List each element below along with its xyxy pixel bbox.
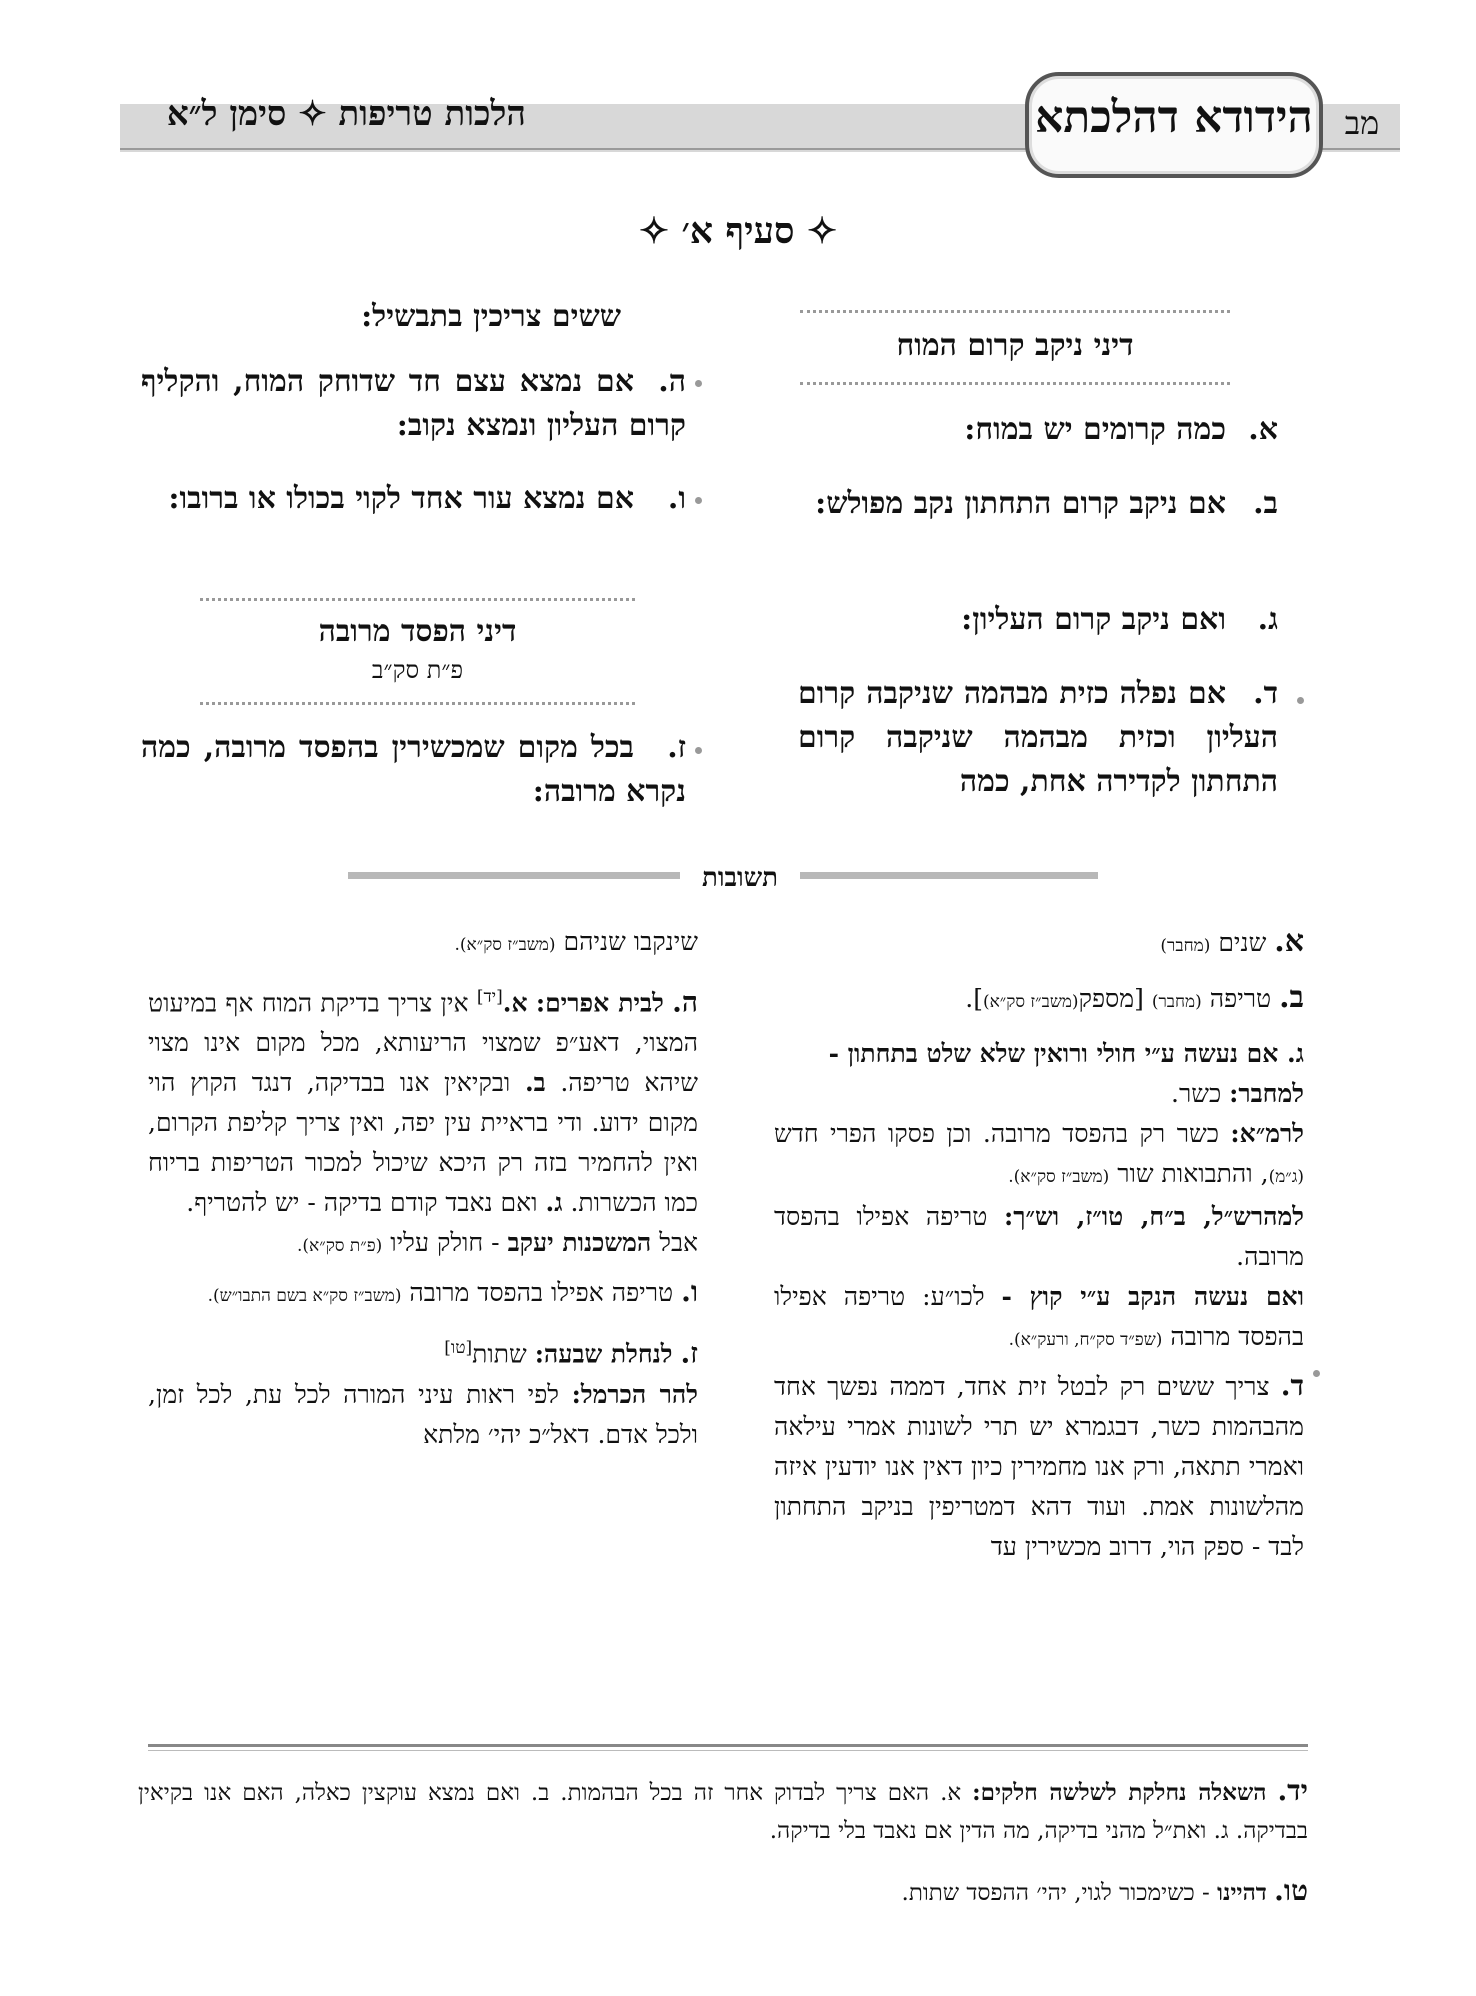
answer-text: ואם נאבד קודם בדיקה - יש להטריף. <box>186 1188 538 1218</box>
answer-number: א. <box>1274 924 1304 959</box>
answer-number: ו. <box>681 1275 698 1309</box>
answer-number: ז. <box>680 1336 698 1370</box>
footnote-rule <box>148 1744 1308 1747</box>
bullet-mark <box>695 747 702 754</box>
question-number: ג. <box>1257 602 1278 637</box>
sub-number: ג. <box>545 1188 563 1218</box>
answer-text: טריפה אפילו בהפסד מרובה. <box>774 1202 1304 1271</box>
answers-right-column <box>774 922 1304 1567</box>
answer-item <box>148 1272 698 1316</box>
question-text: אם ניקב קרום התחתון נקב מפולש: <box>815 486 1226 521</box>
left-column-subheading: פ״ת סק״ב <box>371 656 464 684</box>
answers-label: תשובות <box>680 863 800 893</box>
left-column-heading: דיני הפסד מרובה <box>318 614 517 649</box>
answer-heading: ג. אם נעשה ע״י חולי ורואין שלא שלט בתחתון - <box>828 1039 1304 1068</box>
question-item <box>141 360 686 448</box>
sub-number: א. <box>502 988 528 1018</box>
footnote-number: יד. <box>1277 1774 1308 1807</box>
answer-source: (משב״ז סק״א בשם התבו״ש). <box>207 1286 402 1307</box>
opinion-label: לרמ״א: <box>1230 1119 1304 1148</box>
question-item <box>798 598 1278 642</box>
answer-item <box>774 1366 1304 1567</box>
footnote-ref: [יד] <box>476 987 503 1007</box>
answer-source: (מחבר) <box>1160 936 1211 956</box>
answer-text: כשר רק בהפסד מרובה. וכן פסקו הפרי חדש <box>774 1119 1219 1148</box>
answer-text: , והתבואות שור <box>1117 1159 1269 1188</box>
answer-number: ה. <box>672 985 698 1019</box>
opinion-label: ואם נעשה הנקב ע״י קוץ - <box>1001 1282 1304 1311</box>
left-column-intro: ששים צריכין בתבשיל: <box>361 299 621 334</box>
answers-left-column <box>148 922 698 1455</box>
answer-number: ב. <box>1279 980 1304 1015</box>
opinion-label: לנחלת שבעה: <box>534 1339 673 1369</box>
question-number: א. <box>1248 412 1278 447</box>
dotted-rule <box>800 382 1230 385</box>
question-text: ואם ניקב קרום העליון: <box>961 602 1226 637</box>
bullet-mark <box>1313 1370 1320 1377</box>
answer-continuation <box>148 922 698 965</box>
answer-text: טריפה אפילו בהפסד מרובה <box>409 1278 674 1308</box>
footnote-ref: [טו] <box>444 1338 473 1359</box>
answer-item <box>148 1328 698 1454</box>
opinion-label: למחבר: <box>1229 1079 1304 1108</box>
answer-source: (משב״ז סק״א) <box>982 992 1079 1012</box>
right-column-heading: דיני ניקב קרום המוח <box>896 328 1134 363</box>
footnote-heading: השאלה נחלקת לשלשה חלקים: <box>972 1779 1267 1806</box>
bullet-mark <box>1297 697 1304 704</box>
dotted-rule <box>200 702 635 705</box>
section-title: ✧ סעיף א׳ ✧ <box>638 210 838 252</box>
answer-source: (משב״ז סק״א). <box>1008 1167 1110 1187</box>
answer-text: צריך ששים רק לבטל זית אחד, דממה נפשך אחד מהבהמות כשר, דבגמרא יש תרי לשונות אמרי עילאה ואמרי תתאה, ורק אנו מחמירין כיון דאין אנו יודעין איזה מהלשונות אמת. ועוד דהא דמטריפין בניקב התחתון לבד - ספק הוי, דרוב מכשירין עד <box>774 1372 1304 1561</box>
answer-text: ]. <box>965 984 983 1013</box>
dotted-rule <box>200 598 635 601</box>
answer-text: לפי ראות עיני המורה לכל עת, לכל זמן, ולכל אדם. דאל״כ יהי׳ מלתא <box>148 1379 698 1449</box>
running-title: הלכות טריפות ✧ סימן ל״א <box>166 94 526 134</box>
question-item <box>798 408 1278 452</box>
footnote-rule <box>148 1750 1308 1751</box>
bullet-mark <box>695 380 702 387</box>
opinion-label: לבית אפרים: <box>535 988 664 1018</box>
answer-text: שינקבו שניהם <box>563 927 698 956</box>
question-item <box>798 482 1278 526</box>
answer-item <box>774 922 1304 966</box>
answer-number: ד. <box>1280 1369 1304 1402</box>
footnote-text: א. האם צריך לבדוק אחר זה בכל הבהמות. ב. ואם נמצא עוקצין כאלה, האם אנו בקיאין בבדיקה. ג. ואת״ל מהני בדיקה, מה הדין אם נאבד בלי בדיקה. <box>138 1780 1308 1844</box>
question-number: ד. <box>1253 676 1278 711</box>
answer-source: (ג״מ) <box>1268 1167 1304 1187</box>
book-title: הידודא דהלכתא <box>1035 92 1313 143</box>
answer-text: אבל <box>659 1228 698 1258</box>
footnote-heading: דהיינו <box>1217 1879 1267 1906</box>
opinion-label: להר הכרמל: <box>571 1379 699 1409</box>
answer-text: - חולק עליו <box>390 1228 500 1258</box>
footnote-number: טו. <box>1274 1874 1308 1907</box>
question-number: ו. <box>667 481 686 516</box>
answer-text: לכו״ע: טריפה אפילו בהפסד מרובה <box>774 1282 1304 1351</box>
answer-source: (שפ״ד סק״ח, ורעק״א). <box>1008 1330 1163 1350</box>
footnote <box>138 1772 1308 1850</box>
question-text: כמה קרומים יש במוח: <box>964 412 1226 447</box>
question-text: אם נפלה כזית מבהמה שניקבה קרום העליון וכזית מבהמה שניקבה קרום התחתון לקדירה אחת, כמה <box>798 676 1278 799</box>
answer-source: (משב״ז סק״א). <box>454 935 556 955</box>
question-item <box>141 477 686 521</box>
question-text: בכל מקום שמכשירין בהפסד מרובה, כמה נקרא מרובה: <box>141 730 686 809</box>
answer-text: ובקיאין אנו בבדיקה, דנגד הקוץ הוי מקום ידוע. ודי בראיית עין יפה, ואין צריך קליפת הקרום, ואין להחמיר בזה רק היכא שיכול למכור הטריפות בריוח כמו הכשרות. <box>148 1068 698 1218</box>
answer-text: שנים <box>1218 928 1267 957</box>
bullet-mark <box>695 497 702 504</box>
question-text: אם נמצא עצם חד שדוחק המוח, והקליף קרום העליון ונמצא נקוב: <box>141 364 686 443</box>
answer-item <box>148 977 698 1266</box>
answer-text: טריפה <box>1209 984 1272 1013</box>
answer-text: כשר. <box>1171 1079 1222 1108</box>
question-text: אם נמצא עור אחד לקוי בכולו או ברובו: <box>168 481 634 516</box>
answer-text: שתות <box>472 1339 527 1369</box>
question-item <box>141 726 686 814</box>
answer-source: (מחבר) <box>1151 992 1202 1012</box>
answer-item <box>774 1034 1304 1360</box>
question-number: ה. <box>658 364 686 399</box>
answer-source: (פ״ת סק״א). <box>297 1236 383 1257</box>
page-number: מב <box>1344 104 1380 142</box>
dotted-rule <box>800 310 1230 313</box>
answer-text: [מספק <box>1078 984 1144 1013</box>
footnote <box>138 1872 1308 1912</box>
answer-text: אין צריך בדיקת המוח אף במיעוט המצוי, דאע״פ שמצוי הריעותא, מכל מקום אינו מצוי שיהא טריפה. <box>148 988 698 1098</box>
answer-item <box>774 978 1304 1022</box>
opinion-label: המשכנות יעקב <box>507 1228 652 1258</box>
question-number: ז. <box>667 730 686 765</box>
question-item <box>798 672 1278 804</box>
sub-number: ב. <box>524 1068 546 1098</box>
question-number: ב. <box>1253 486 1278 521</box>
footnote-text: - כשימכור לגוי, יהי׳ ההפסד שתות. <box>901 1880 1210 1906</box>
opinion-label: למהרש״ל, ב״ח, טו״ז, וש״ך: <box>1004 1202 1304 1231</box>
